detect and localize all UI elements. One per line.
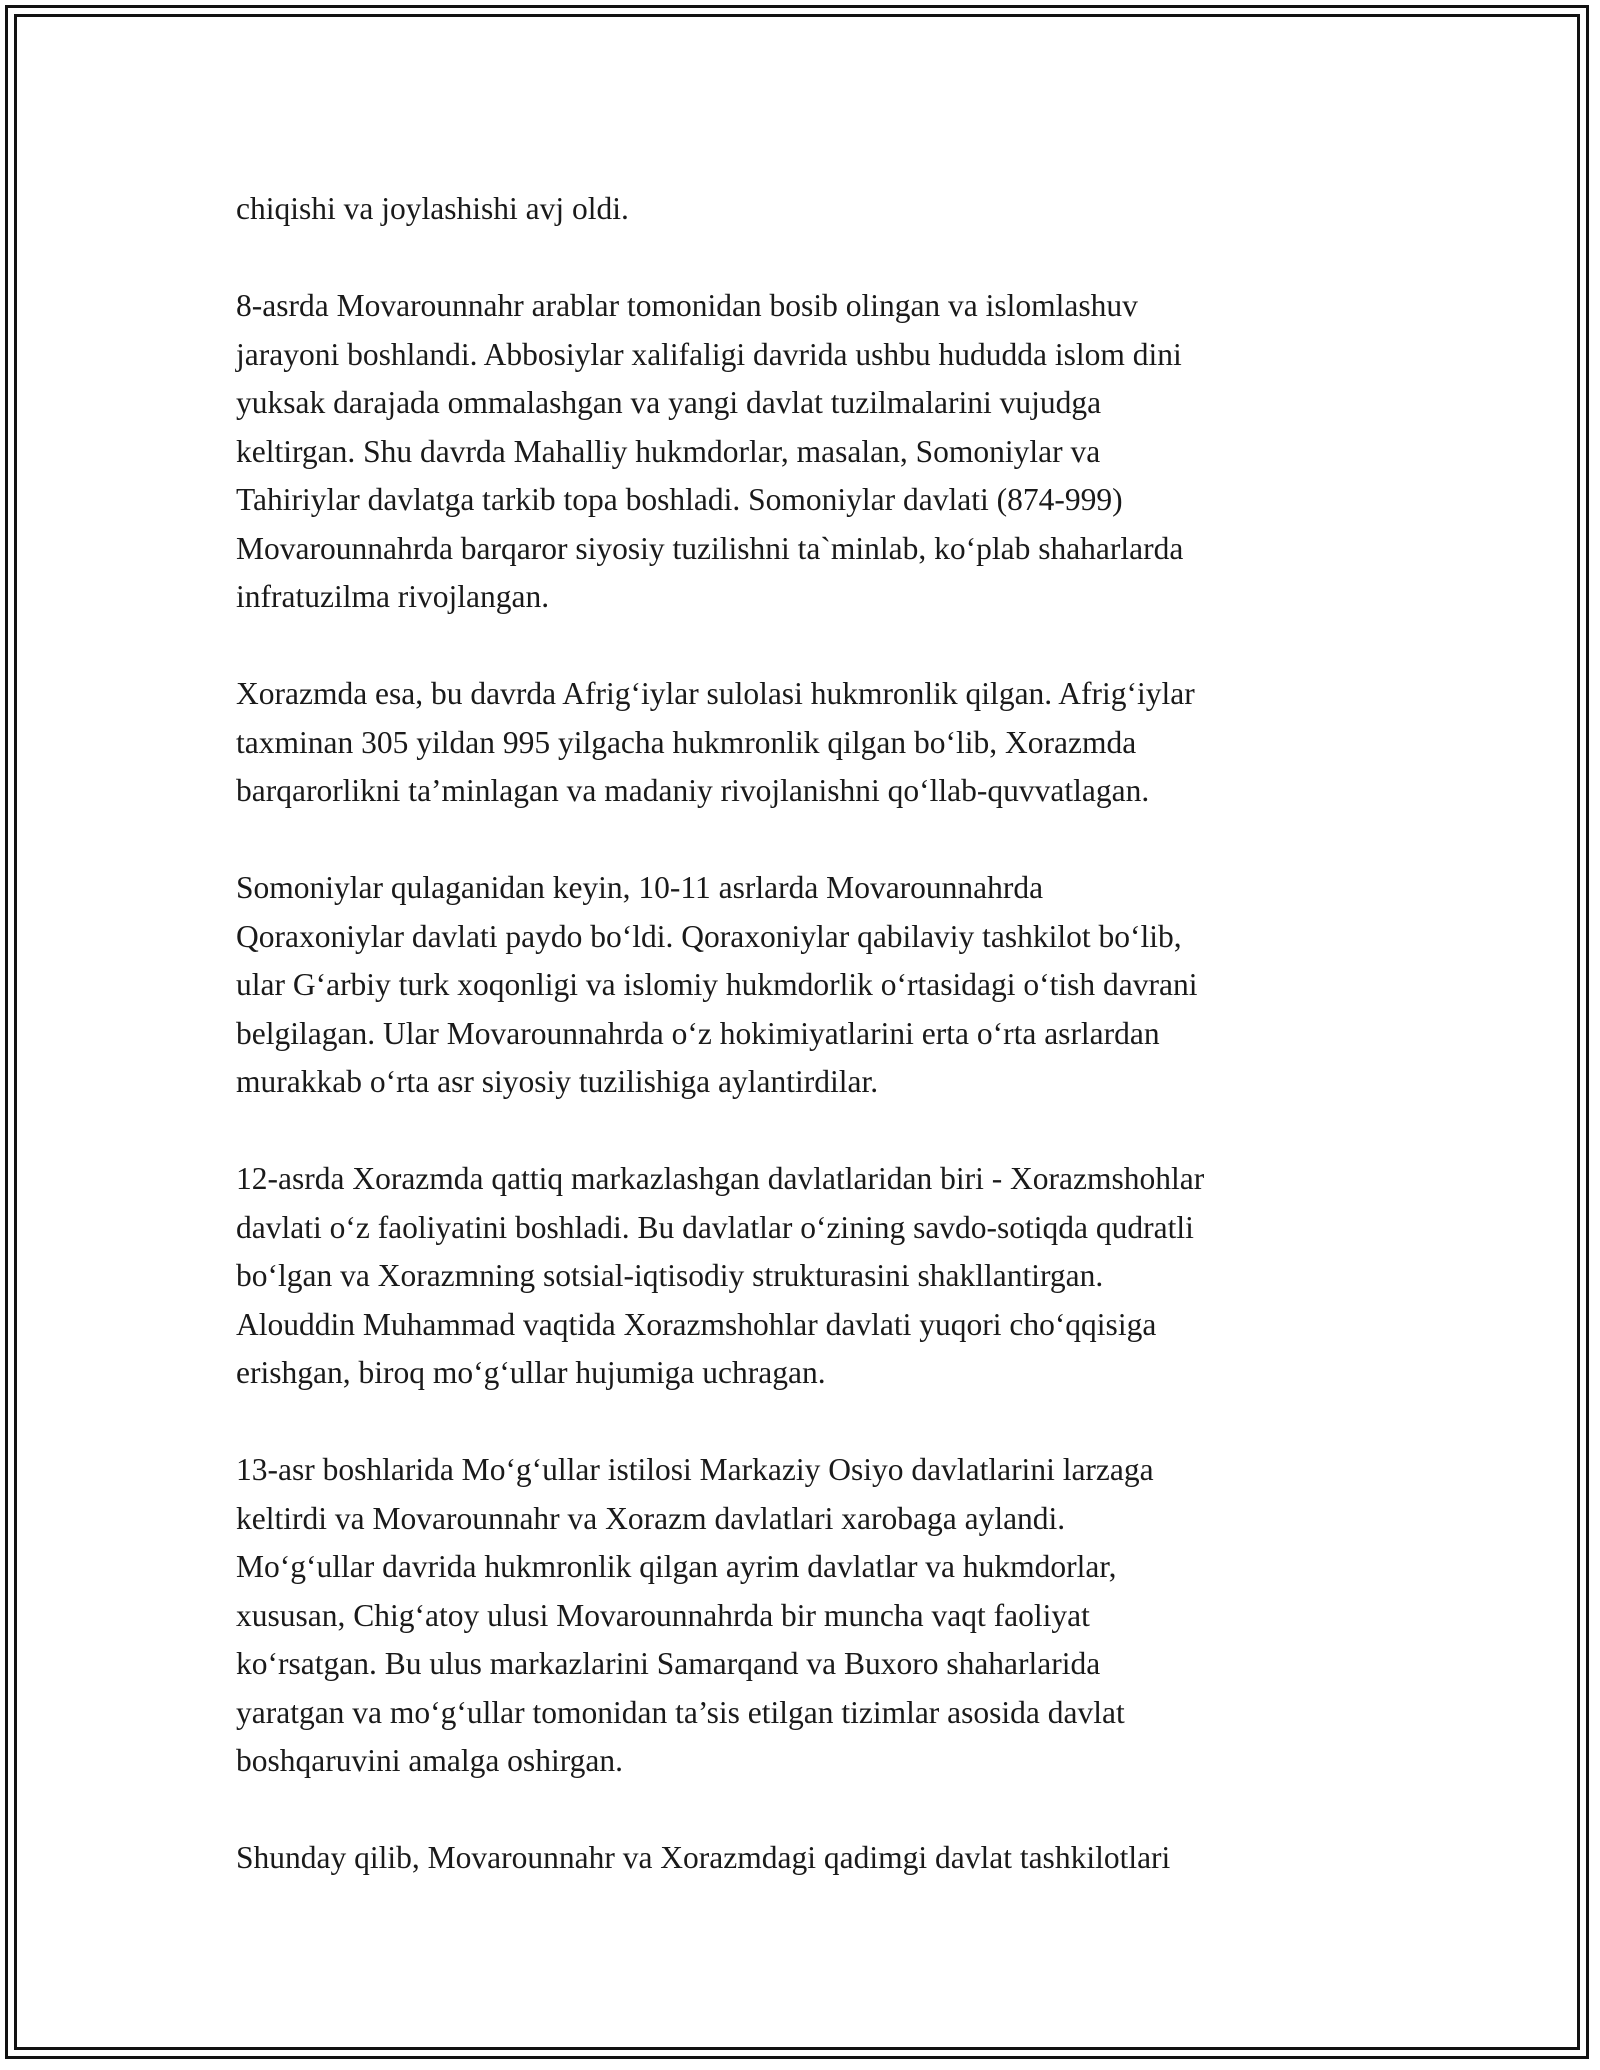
paragraph bbox=[236, 1155, 1416, 1398]
text-line: erishgan, biroq mo‘g‘ullar hujumiga uchragan. bbox=[236, 1355, 826, 1390]
text-line: ko‘rsatgan. Bu ulus markazlarini Samarqand va Buxoro shaharlarida bbox=[236, 1646, 1101, 1681]
text-line: 12-asrda Xorazmda qattiq markazlashgan davlatlaridan biri - Xorazmshohlar bbox=[236, 1161, 1205, 1196]
paragraph bbox=[236, 1446, 1416, 1786]
text-line: davlati o‘z faoliyatini boshladi. Bu davlatlar o‘zining savdo-sotiqda qudratli bbox=[236, 1209, 1194, 1245]
text-line: Shunday qilib, Movarounnahr va Xorazmdagi qadimgi davlat tashkilotlari bbox=[236, 1840, 1171, 1875]
text-line: jarayoni boshlandi. Abbosiylar xalifaligi davrida ushbu hududda islom dini bbox=[236, 336, 1182, 372]
text-line: 8-asrda Movarounnahr arablar tomonidan bosib olingan va islomlashuv bbox=[236, 288, 1138, 323]
text-line: Qoraxoniylar davlati paydo bo‘ldi. Qoraxoniylar qabilaviy tashkilot bo‘lib, bbox=[236, 918, 1182, 954]
text-line: 13-asr boshlarida Mo‘g‘ullar istilosi Markaziy Osiyo davlatlarini larzaga bbox=[236, 1452, 1154, 1487]
paragraph bbox=[236, 864, 1416, 1107]
text-line: bo‘lgan va Xorazmning sotsial-iqtisodiy strukturasini shakllantirgan. bbox=[236, 1258, 1104, 1293]
text-line: Somoniylar qulaganidan keyin, 10-11 asrlarda Movarounnahrda bbox=[236, 870, 1044, 905]
text-line: keltirdi va Movarounnahr va Xorazm davlatlari xarobaga aylandi. bbox=[236, 1500, 1066, 1536]
paragraph bbox=[236, 282, 1416, 622]
text-line: murakkab o‘rta asr siyosiy tuzilishiga aylantirdilar. bbox=[236, 1064, 879, 1099]
text-line: yaratgan va mo‘g‘ullar tomonidan ta’sis etilgan tizimlar asosida davlat bbox=[236, 1694, 1125, 1730]
text-line: Xorazmda esa, bu davrda Afrig‘iylar sulolasi hukmronlik qilgan. Afrig‘iylar bbox=[236, 676, 1195, 711]
document-body bbox=[236, 185, 1416, 1931]
text-line: Alouddin Muhammad vaqtida Xorazmshohlar davlati yuqori cho‘qqisiga bbox=[236, 1306, 1157, 1342]
text-line: barqarorlikni ta’minlagan va madaniy rivojlanishni qo‘llab-quvvatlagan. bbox=[236, 773, 1150, 808]
text-line: boshqaruvini amalga oshirgan. bbox=[236, 1743, 623, 1778]
text-line: Mo‘g‘ullar davrida hukmronlik qilgan ayrim davlatlar va hukmdorlar, bbox=[236, 1549, 1117, 1584]
paragraph bbox=[236, 185, 1416, 234]
text-line: chiqishi va joylashishi avj oldi. bbox=[236, 191, 629, 226]
paragraph bbox=[236, 670, 1416, 816]
text-line: infratuzilma rivojlangan. bbox=[236, 579, 550, 614]
text-line: Tahiriylar davlatga tarkib topa boshladi. Somoniylar davlati (874-999) bbox=[236, 482, 1123, 517]
text-line: belgilagan. Ular Movarounnahrda o‘z hokimiyatlarini erta o‘rta asrlardan bbox=[236, 1015, 1160, 1051]
text-line: yuksak darajada ommalashgan va yangi davlat tuzilmalarini vujudga bbox=[236, 385, 1102, 420]
text-line: keltirgan. Shu davrda Mahalliy hukmdorlar, masalan, Somoniylar va bbox=[236, 433, 1101, 469]
text-line: taxminan 305 yildan 995 yilgacha hukmronlik qilgan bo‘lib, Xorazmda bbox=[236, 724, 1137, 760]
text-line: ular G‘arbiy turk xoqonligi va islomiy hukmdorlik o‘rtasidagi o‘tish davrani bbox=[236, 967, 1198, 1002]
text-line: xususan, Chig‘atoy ulusi Movarounnahrda bir muncha vaqt faoliyat bbox=[236, 1597, 1090, 1633]
text-line: Movarounnahrda barqaror siyosiy tuzilishni ta`minlab, ko‘plab shaharlarda bbox=[236, 530, 1184, 566]
paragraph bbox=[236, 1834, 1416, 1883]
